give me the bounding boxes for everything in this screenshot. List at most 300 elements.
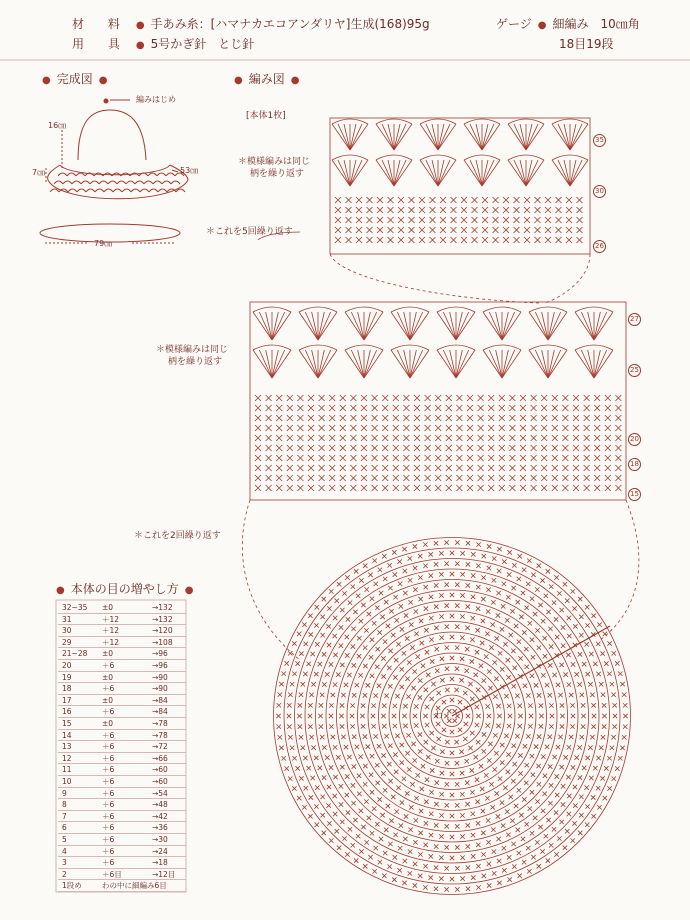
stitch-sc bbox=[266, 475, 272, 481]
stitch-sc bbox=[518, 704, 522, 708]
stitch-sc bbox=[518, 656, 522, 660]
stitch-dc bbox=[259, 350, 272, 378]
stitch-sc bbox=[355, 745, 359, 749]
stitch-sc bbox=[298, 703, 302, 707]
materials-value: 手あみ糸：[ハマナカエコアンダリヤ]生成(168)95g bbox=[150, 17, 430, 31]
stitch-sc bbox=[429, 833, 433, 837]
stitch-sc bbox=[308, 395, 314, 401]
stitch-sc bbox=[589, 652, 593, 656]
stitch-sc bbox=[467, 465, 473, 471]
stitch-sc bbox=[581, 703, 585, 707]
increase-cell-inc: ＋6 bbox=[102, 730, 115, 740]
stitch-sc bbox=[509, 465, 515, 471]
stitch-sc bbox=[567, 812, 571, 816]
stitch-sc bbox=[388, 197, 394, 203]
stitch-sc bbox=[499, 435, 505, 441]
stitch-sc bbox=[366, 744, 370, 748]
stitch-sc bbox=[615, 425, 621, 431]
stitch-sc bbox=[255, 395, 261, 401]
stitch-sc bbox=[509, 633, 513, 637]
stitch-sc bbox=[398, 197, 404, 203]
start-dot bbox=[104, 99, 108, 103]
stitch-sc bbox=[585, 605, 589, 609]
stitch-sc bbox=[603, 796, 607, 800]
stitch-sc bbox=[476, 714, 480, 718]
stitch-sc bbox=[393, 465, 399, 471]
stitch-sc bbox=[404, 613, 408, 617]
stitch-sc bbox=[388, 217, 394, 223]
stitch-sc bbox=[287, 405, 293, 411]
stitch-sc bbox=[524, 197, 530, 203]
stitch-sc bbox=[287, 465, 293, 471]
stitch-dc bbox=[426, 160, 438, 186]
stitch-chain-arc bbox=[420, 155, 456, 160]
stitch-sc bbox=[560, 703, 564, 707]
increase-cell-row: 21~28 bbox=[62, 649, 88, 659]
stitch-sc bbox=[370, 790, 374, 794]
stitch-sc bbox=[450, 593, 454, 597]
stitch-sc bbox=[304, 642, 308, 646]
stitch-sc bbox=[430, 659, 434, 663]
stitch-sc bbox=[322, 652, 326, 656]
stitch-sc bbox=[520, 405, 526, 411]
stitch-sc bbox=[526, 582, 530, 586]
stitch-sc bbox=[419, 207, 425, 213]
stitch-sc bbox=[386, 804, 390, 808]
stitch-sc bbox=[499, 395, 505, 401]
stitch-sc bbox=[582, 766, 586, 770]
stitch-sc bbox=[287, 475, 293, 481]
stitch-sc bbox=[389, 609, 393, 613]
increase-cell-inc: ±0 bbox=[102, 695, 114, 705]
stitch-sc bbox=[351, 627, 355, 631]
hat-brim-shells bbox=[50, 173, 185, 192]
stitch-sc bbox=[450, 677, 454, 681]
brim-shell bbox=[81, 181, 90, 184]
stitch-sc bbox=[467, 455, 473, 461]
stitch-sc bbox=[562, 425, 568, 431]
stitch-sc bbox=[615, 661, 619, 665]
stitch-sc bbox=[566, 775, 570, 779]
stitch-sc bbox=[408, 600, 412, 604]
stitch-sc bbox=[351, 584, 355, 588]
increase-cell-total: →108 bbox=[152, 637, 173, 647]
increase-row bbox=[58, 822, 186, 834]
stitch-sc bbox=[414, 609, 418, 613]
increase-cell-inc: ＋6 bbox=[102, 800, 115, 810]
stitch-sc bbox=[393, 833, 397, 837]
stitch-sc bbox=[329, 475, 335, 481]
increase-cell-row: 8 bbox=[62, 800, 67, 810]
increase-cell-total: →66 bbox=[152, 753, 168, 763]
stitch-sc bbox=[527, 558, 531, 562]
stitch-sc bbox=[377, 744, 381, 748]
stitch-sc bbox=[493, 197, 499, 203]
stitch-sc bbox=[333, 812, 337, 816]
stitch-sc bbox=[425, 475, 431, 481]
stitch-sc bbox=[418, 679, 422, 683]
stitch-sc bbox=[381, 674, 385, 678]
stitch-sc bbox=[545, 237, 551, 243]
stitch-sc bbox=[515, 734, 519, 738]
stitch-sc bbox=[573, 803, 577, 807]
stitch-sc bbox=[451, 197, 457, 203]
stitch-dc bbox=[410, 350, 423, 378]
stitch-sc bbox=[480, 787, 484, 791]
stitch-sc bbox=[579, 795, 583, 799]
stitch-sc bbox=[297, 415, 303, 421]
stitch-sc bbox=[458, 700, 462, 704]
stitch-sc bbox=[276, 465, 282, 471]
stitch-sc bbox=[496, 591, 500, 595]
stitch-sc bbox=[607, 786, 611, 790]
stitch-sc bbox=[347, 673, 351, 677]
stitch-sc bbox=[502, 559, 506, 563]
stitch-chain-arc bbox=[552, 119, 588, 124]
brim-shell bbox=[67, 173, 76, 176]
stitch-sc bbox=[450, 572, 454, 576]
stitch-sc bbox=[522, 797, 526, 801]
stitch-dc bbox=[581, 350, 594, 378]
stitch-sc bbox=[476, 864, 480, 868]
stitch-sc bbox=[498, 651, 502, 655]
stitch-sc bbox=[400, 685, 404, 689]
stitch-sc bbox=[297, 445, 303, 451]
stitch-sc bbox=[544, 834, 548, 838]
stitch-sc bbox=[514, 227, 520, 233]
stitch-sc bbox=[456, 475, 462, 481]
stitch-sc bbox=[409, 207, 415, 213]
stitch-sc bbox=[379, 837, 383, 841]
stitch-sc bbox=[556, 745, 560, 749]
stitch-sc bbox=[509, 425, 515, 431]
stitch-sc bbox=[572, 821, 576, 825]
stitch-sc bbox=[431, 746, 435, 750]
stitch-sc bbox=[377, 630, 381, 634]
stitch-sc bbox=[475, 650, 479, 654]
stitch-sc bbox=[403, 465, 409, 471]
stitch-sc bbox=[445, 824, 449, 828]
stitch-sc bbox=[329, 425, 335, 431]
stitch-sc bbox=[450, 614, 454, 618]
stitch-sc bbox=[292, 786, 296, 790]
stitch-sc bbox=[329, 465, 335, 471]
stitch-sc bbox=[482, 197, 488, 203]
stitch-sc bbox=[451, 207, 457, 213]
stitch-sc bbox=[290, 682, 294, 686]
stitch-sc bbox=[546, 569, 550, 573]
stitch-sc bbox=[512, 684, 516, 688]
increase-cell-row: 13 bbox=[62, 742, 72, 752]
stitch-sc bbox=[514, 237, 520, 243]
brim-shell bbox=[171, 181, 180, 184]
stitch-sc bbox=[525, 606, 529, 610]
stitch-sc bbox=[284, 661, 288, 665]
stitch-sc bbox=[424, 821, 428, 825]
stitch-sc bbox=[429, 552, 433, 556]
stitch-sc bbox=[437, 737, 441, 741]
stitch-sc bbox=[371, 703, 375, 707]
stitch-sc bbox=[340, 608, 344, 612]
connector-mid-left bbox=[242, 500, 300, 660]
stitch-sc bbox=[531, 773, 535, 777]
stitch-sc bbox=[375, 606, 379, 610]
stitch-sc bbox=[335, 829, 339, 833]
stitch-sc bbox=[482, 227, 488, 233]
stitch-sc bbox=[487, 669, 491, 673]
stitch-sc bbox=[467, 405, 473, 411]
stitch-sc bbox=[418, 874, 422, 878]
increase-cell-row: 16 bbox=[62, 707, 72, 717]
stitch-sc bbox=[429, 573, 433, 577]
stitch-sc bbox=[456, 485, 462, 491]
stitch-sc bbox=[514, 197, 520, 203]
stitch-sc bbox=[605, 395, 611, 401]
stitch-sc bbox=[580, 693, 584, 697]
stitch-sc bbox=[342, 836, 346, 840]
stitch-sc bbox=[356, 237, 362, 243]
stitch-sc bbox=[393, 405, 399, 411]
crown-circle bbox=[274, 538, 631, 895]
stitch-sc bbox=[365, 840, 369, 844]
stitch-sc bbox=[530, 674, 534, 678]
stitch-sc bbox=[601, 735, 605, 739]
stitch-sc bbox=[461, 227, 467, 233]
stitch-sc bbox=[319, 475, 325, 481]
stitch-sc bbox=[322, 831, 326, 835]
stitch-sc bbox=[396, 642, 400, 646]
stitch-sc bbox=[414, 632, 418, 636]
stitch-sc bbox=[434, 823, 438, 827]
stitch-sc bbox=[297, 485, 303, 491]
stitch-sc bbox=[456, 425, 462, 431]
stitch-sc bbox=[460, 834, 464, 838]
stitch-sc bbox=[419, 809, 423, 813]
stitch-sc bbox=[350, 435, 356, 441]
stitch-sc bbox=[519, 813, 523, 817]
stitch-sc bbox=[520, 465, 526, 471]
stitch-sc bbox=[492, 578, 496, 582]
stitch-sc bbox=[400, 760, 404, 764]
stitch-sc bbox=[369, 773, 373, 777]
stitch-sc bbox=[503, 207, 509, 213]
stitch-sc bbox=[425, 778, 429, 782]
stitch-sc bbox=[482, 874, 486, 878]
stitch-dc bbox=[443, 350, 456, 378]
stitch-dc bbox=[438, 124, 450, 150]
stitch-sc bbox=[413, 669, 417, 673]
stitch-sc bbox=[393, 455, 399, 461]
stitch-sc bbox=[380, 615, 384, 619]
stitch-sc bbox=[393, 675, 397, 679]
stitch-sc bbox=[486, 818, 490, 822]
stitch-sc bbox=[522, 568, 526, 572]
stitch-sc bbox=[372, 445, 378, 451]
stitch-chain-arc bbox=[253, 345, 291, 350]
stitch-sc bbox=[456, 465, 462, 471]
stitch-sc bbox=[481, 597, 485, 601]
stitch-sc bbox=[612, 703, 616, 707]
stitch-sc bbox=[522, 630, 526, 634]
stitch-sc bbox=[571, 662, 575, 666]
stitch-sc bbox=[339, 784, 343, 788]
stitch-sc bbox=[488, 455, 494, 461]
stitch-sc bbox=[484, 654, 488, 658]
stitch-sc bbox=[350, 475, 356, 481]
increase-cell-total: →84 bbox=[152, 695, 168, 705]
stitch-sc bbox=[549, 644, 553, 648]
stitch-sc bbox=[339, 644, 343, 648]
stitch-sc bbox=[255, 435, 261, 441]
stitch-sc bbox=[552, 600, 556, 604]
stitch-sc bbox=[406, 694, 410, 698]
stitch-sc bbox=[577, 217, 583, 223]
stitch-sc bbox=[326, 803, 330, 807]
stitch-sc bbox=[450, 772, 454, 776]
stitch-sc bbox=[375, 665, 379, 669]
stitch-sc bbox=[386, 624, 390, 628]
stitch-sc bbox=[350, 714, 354, 718]
stitch-sc bbox=[517, 874, 521, 878]
stitch-sc bbox=[351, 644, 355, 648]
stitch-sc bbox=[303, 672, 307, 676]
stitch-chain-arc bbox=[464, 119, 500, 124]
stitch-sc bbox=[561, 784, 565, 788]
stitch-sc bbox=[413, 714, 417, 718]
stitch-sc bbox=[615, 415, 621, 421]
stitch-sc bbox=[440, 217, 446, 223]
increase-row bbox=[58, 672, 186, 684]
stitch-sc bbox=[419, 619, 423, 623]
increase-cell-inc: わの中に細編み6目 bbox=[102, 881, 167, 891]
stitch-chain-arc bbox=[376, 155, 412, 160]
stitch-sc bbox=[460, 771, 464, 775]
stitch-sc bbox=[510, 609, 514, 613]
stitch-sc bbox=[377, 684, 381, 688]
stitch-sc bbox=[506, 675, 510, 679]
stitch-sc bbox=[445, 624, 449, 628]
stitch-sc bbox=[408, 556, 412, 560]
stitch-sc bbox=[540, 578, 544, 582]
increase-cell-inc: ＋6 bbox=[102, 846, 115, 856]
stitch-sc bbox=[486, 840, 490, 844]
stitch-sc bbox=[596, 642, 600, 646]
stitch-sc bbox=[497, 881, 501, 885]
stitch-sc bbox=[425, 455, 431, 461]
stitch-sc bbox=[327, 785, 331, 789]
stitch-sc bbox=[409, 227, 415, 233]
label-circumference: 79㎝ bbox=[94, 239, 113, 248]
crown-seam-line bbox=[452, 626, 610, 716]
finished-title-text: 完成図 bbox=[56, 72, 93, 86]
stitch-sc bbox=[470, 697, 474, 701]
stitch-sc bbox=[618, 671, 622, 675]
stitch-sc bbox=[429, 731, 433, 735]
stitch-sc bbox=[405, 677, 409, 681]
stitch-chain-arc bbox=[575, 307, 613, 312]
stitch-sc bbox=[507, 572, 511, 576]
stitch-sc bbox=[329, 724, 333, 728]
stitch-sc bbox=[573, 395, 579, 401]
stitch-sc bbox=[549, 584, 553, 588]
stitch-sc bbox=[565, 599, 569, 603]
stitch-sc bbox=[520, 445, 526, 451]
stitch-sc bbox=[266, 425, 272, 431]
stitch-sc bbox=[413, 883, 417, 887]
stitch-sc bbox=[315, 642, 319, 646]
stitch-sc bbox=[596, 756, 600, 760]
stitch-sc bbox=[430, 768, 434, 772]
stitch-sc bbox=[478, 425, 484, 431]
stitch-sc bbox=[615, 395, 621, 401]
stitch-sc bbox=[496, 837, 500, 841]
stitch-sc bbox=[395, 694, 399, 698]
stitch-sc bbox=[508, 714, 512, 718]
stitch-sc bbox=[447, 709, 451, 713]
stitch-sc bbox=[308, 455, 314, 461]
stitch-sc bbox=[361, 455, 367, 461]
stitch-sc bbox=[451, 237, 457, 243]
stitch-sc bbox=[482, 207, 488, 213]
stitch-sc bbox=[605, 455, 611, 461]
stitch-sc bbox=[353, 610, 357, 614]
stitch-sc bbox=[502, 846, 506, 850]
stitch-sc bbox=[590, 735, 594, 739]
brim-shell bbox=[63, 181, 72, 184]
stitch-sc bbox=[435, 669, 439, 673]
brim-shell bbox=[140, 189, 149, 192]
stitch-sc bbox=[358, 673, 362, 677]
stitch-sc bbox=[344, 745, 348, 749]
stitch-sc bbox=[331, 693, 335, 697]
stitch-sc bbox=[563, 846, 567, 850]
stitch-sc bbox=[556, 683, 560, 687]
stitch-sc bbox=[383, 788, 387, 792]
stitch-sc bbox=[467, 485, 473, 491]
stitch-sc bbox=[590, 693, 594, 697]
tools-key: 用 具 bbox=[72, 37, 130, 51]
stitch-sc bbox=[340, 465, 346, 471]
brim-shell bbox=[157, 173, 166, 176]
stitch-sc bbox=[573, 785, 577, 789]
stitch-sc bbox=[395, 809, 399, 813]
stitch-sc bbox=[288, 735, 292, 739]
stitch-sc bbox=[463, 737, 467, 741]
stitch-sc bbox=[340, 395, 346, 401]
stitch-sc bbox=[511, 649, 515, 653]
stitch-dc bbox=[318, 350, 331, 378]
stitch-sc bbox=[573, 425, 579, 431]
stitch-sc bbox=[287, 724, 291, 728]
stitch-sc bbox=[402, 547, 406, 551]
stitch-sc bbox=[500, 667, 504, 671]
stitch-sc bbox=[486, 609, 490, 613]
stitch-sc bbox=[467, 475, 473, 481]
stitch-sc bbox=[455, 561, 459, 565]
stitch-sc bbox=[439, 834, 443, 838]
stitch-sc bbox=[420, 641, 424, 645]
stitch-sc bbox=[360, 714, 364, 718]
stitch-sc bbox=[516, 600, 520, 604]
stitch-sc bbox=[372, 415, 378, 421]
stitch-sc bbox=[488, 465, 494, 471]
stitch-sc bbox=[297, 455, 303, 461]
stitch-sc bbox=[326, 624, 330, 628]
stitch-dc bbox=[548, 312, 561, 340]
stitch-sc bbox=[507, 877, 511, 881]
stitch-sc bbox=[329, 662, 333, 666]
stitch-sc bbox=[361, 395, 367, 401]
